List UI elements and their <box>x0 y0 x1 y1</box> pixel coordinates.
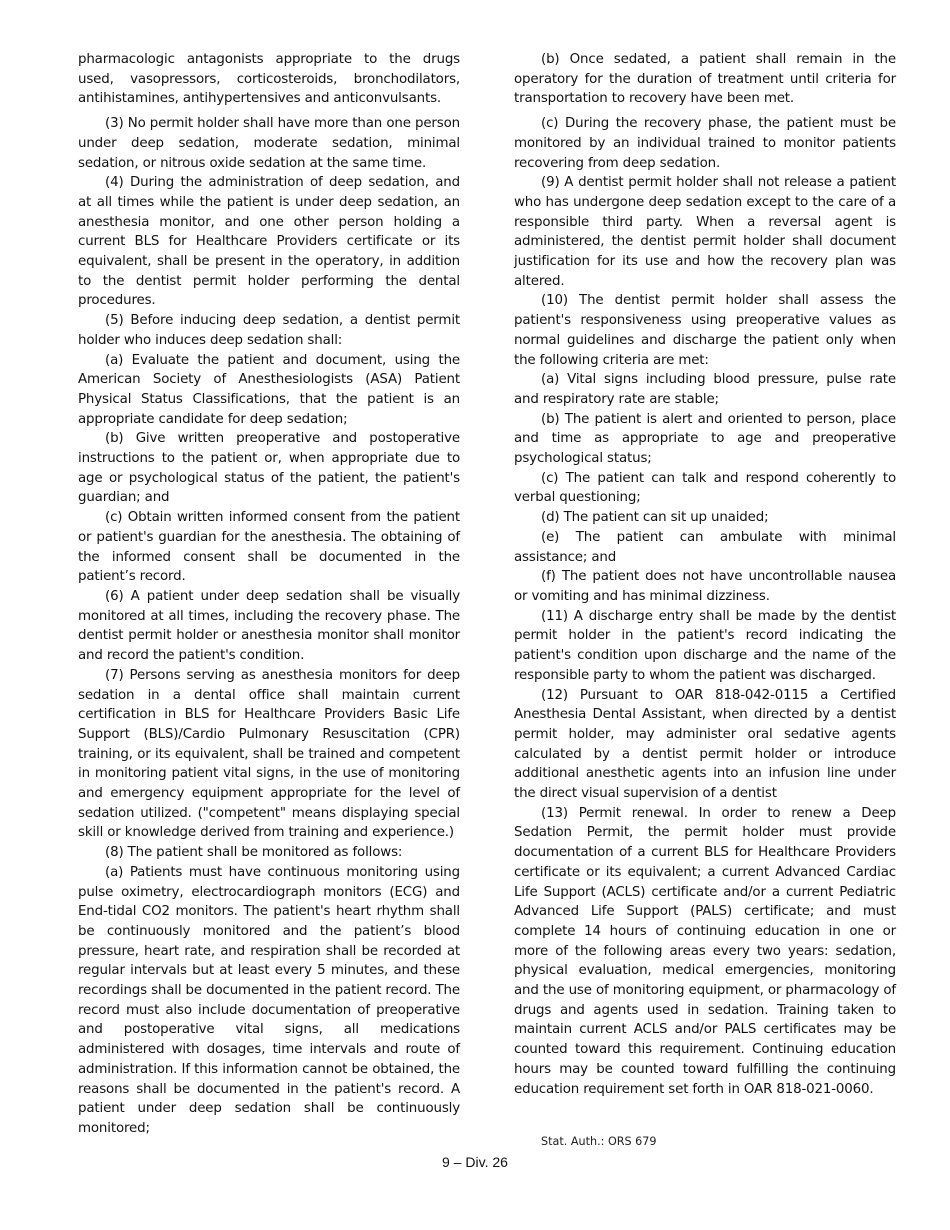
paragraph-rule-6: (6) A patient under deep sedation shall be visually monitored at all times, including the recovery phase. The dentist permit holder or anesthesia monitor shall monitor and record the patient's condition. <box>78 588 460 664</box>
paragraph-continuation: pharmacologic antagonists appropriate to the drugs used, vasopressors, corticosteroids, bronchodilators, antihistamines, antihypertensives and anticonvulsants. <box>78 52 460 107</box>
paragraph-rule-10a: (a) Vital signs including blood pressure, pulse rate and respiratory rate are stable; <box>514 372 896 407</box>
right-text-column <box>514 50 896 1099</box>
paragraph-rule-10f: (f) The patient does not have uncontrollable nausea or vomiting and has minimal dizziness. <box>514 569 896 604</box>
paragraph-rule-9: (9) A dentist permit holder shall not release a patient who has undergone deep sedation except to the care of a responsible third party. When a reversal agent is administered, the dentist permit holder shall document justification for its use and how the recovery plan was altered. <box>514 175 896 289</box>
paragraph-rule-8c: (c) During the recovery phase, the patient must be monitored by an individual trained to monitor patients recovering from deep sedation. <box>514 116 896 171</box>
paragraph-rule-13: (13) Permit renewal. In order to renew a Deep Sedation Permit, the permit holder must provide documentation of a current BLS for Healthcare Providers certificate or its equivalent; a current Advanced Cardiac Life Support (ACLS) certificate and/or a current Pediatric Advanced Life Support (PALS) certificate; and must complete 14 hours of continuing education in one or more of the following areas every two years: sedation, physical evaluation, medical emergencies, monitoring and the use of monitoring equipment, or pharmacology of drugs and agents used in sedation. Training taken to maintain current ACLS and/or PALS certificates may be counted toward this requirement. Continuing education hours may be counted toward fulfilling the continuing education requirement set forth in OAR 818-021-0060. <box>514 805 896 1097</box>
paragraph-rule-5c: (c) Obtain written informed consent from the patient or patient's guardian for the anesthesia. The obtaining of the informed consent shall be documented in the patient’s record. <box>78 510 460 585</box>
paragraph-rule-10c: (c) The patient can talk and respond coherently to verbal questioning; <box>514 470 896 506</box>
paragraph-rule-10e: (e) The patient can ambulate with minimal assistance; and <box>514 529 896 565</box>
page-number-footer: 9 – Div. 26 <box>442 1154 508 1170</box>
paragraph-rule-5: (5) Before inducing deep sedation, a dentist permit holder who induces deep sedation shall: <box>78 313 460 348</box>
paragraph-rule-10d: (d) The patient can sit up unaided; <box>541 510 769 526</box>
paragraph-rule-8a: (a) Patients must have continuous monitoring using pulse oximetry, electrocardiograph monitors (ECG) and End-tidal CO2 monitors. The patient's heart rhythm shall be continuously monitored and the patient’s blood pressure, heart rate, and respiration shall be recorded at regular intervals but at least every 5 minutes, and these recordings shall be documented in the patient record. The record must also include documentation of preoperative and postoperative vital signs, all medications administered with dosages, time intervals and route of administration. If this information cannot be obtained, the reasons shall be documented in the patient's record. A patient under deep sedation shall be continuously monitored; <box>78 864 460 1136</box>
statutory-authority: Stat. Auth.: ORS 679 <box>541 1135 657 1148</box>
paragraph-rule-10: (10) The dentist permit holder shall assess the patient's responsiveness using preoperative values as normal guidelines and discharge the patient only when the following criteria are met: <box>514 293 896 368</box>
paragraph-rule-8: (8) The patient shall be monitored as follows: <box>105 845 403 861</box>
paragraph-rule-10b: (b) The patient is alert and oriented to person, place and time as appropriate to age and preoperative psychological status; <box>514 411 896 467</box>
paragraph-rule-11: (11) A discharge entry shall be made by the dentist permit holder in the patient's record indicating the patient's condition upon discharge and the name of the responsible party to whom the patient was discharged. <box>514 608 896 683</box>
paragraph-rule-3: (3) No permit holder shall have more than one person under deep sedation, moderate sedation, minimal sedation, or nitrous oxide sedation at the same time. <box>78 116 460 171</box>
paragraph-rule-8b: (b) Once sedated, a patient shall remain in the operatory for the duration of treatment until criteria for transportation to recovery have been met. <box>514 52 896 107</box>
paragraph-rule-7: (7) Persons serving as anesthesia monitors for deep sedation in a dental office shall maintain current certification in BLS for Healthcare Providers Basic Life Support (BLS)/Cardio Pulmonary Resuscitation (CPR) training, or its equivalent, shall be trained and competent in monitoring patient vital signs, in the use of monitoring and emergency equipment appropriate for the level of sedation utilized. ("competent" means displaying special skill or knowledge derived from training and experience.) <box>78 667 460 841</box>
paragraph-rule-4: (4) During the administration of deep sedation, and at all times while the patient is under deep sedation, an anesthesia monitor, and one other person holding a current BLS for Healthcare Providers certificate or its equivalent, shall be present in the operatory, in addition to the dentist permit holder performing the dental procedures. <box>78 175 460 309</box>
left-text-column <box>78 50 460 1139</box>
paragraph-rule-5b: (b) Give written preoperative and postoperative instructions to the patient or, when appropriate due to age or psychological status of the patient, the patient's guardian; and <box>78 431 460 506</box>
paragraph-rule-12: (12) Pursuant to OAR 818-042-0115 a Certified Anesthesia Dental Assistant, when directed by a dentist permit holder, may administer oral sedative agents calculated by a dentist permit holder or introduce additional anesthetic agents into an infusion line under the direct visual supervision of a dentist <box>514 687 896 802</box>
paragraph-rule-5a: (a) Evaluate the patient and document, using the American Society of Anesthesiologists (ASA) Patient Physical Status Classifications, that the patient is an appropriate candidate for deep sedation; <box>78 352 460 427</box>
